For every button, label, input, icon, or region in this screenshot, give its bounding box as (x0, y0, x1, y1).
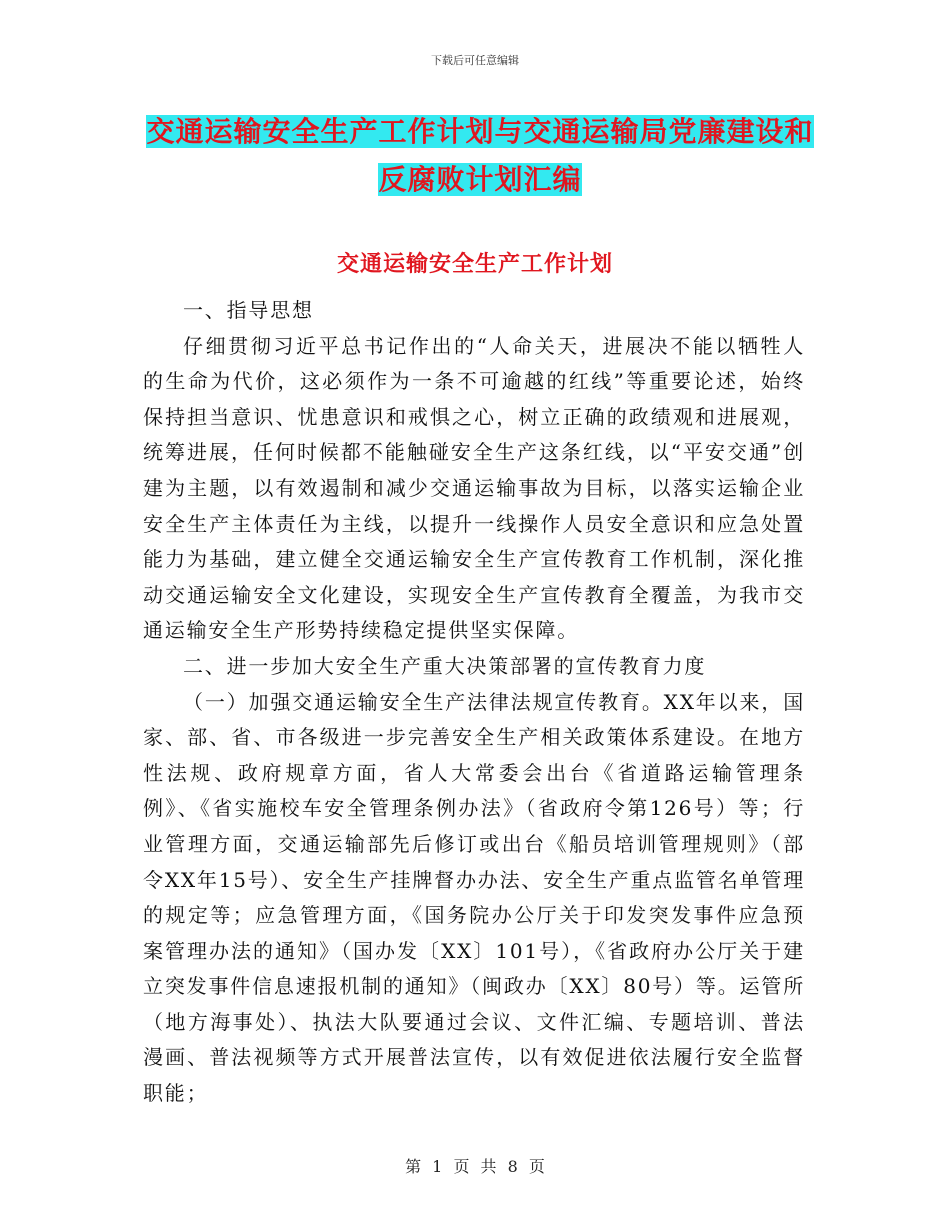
body-paragraph: （一）加强交通运输安全生产法律法规宣传教育。XX年以来，国家、部、省、市各级进一步完善安全生产相关政策体系建设。在地方性法规、政府规章方面，省人大常委会出台《省道路运输管理条例》、《省实施校车安全管理条例办法》（省政府令第126号）等；行业管理方面，交通运输部先后修订或出台《船员培训管理规则》（部令XX年15号）、安全生产挂牌督办办法、安全生产重点监管名单管理的规定等；应急管理方面，《国务院办公厅关于印发突发事件应急预案管理办法的通知》（国办发〔XX〕101号），《省政府办公厅关于建立突发事件信息速报机制的通知》（闽政办〔XX〕80号）等。运管所（地方海事处）、执法大队要通过会议、文件汇编、专题培训、普法漫画、普法视频等方式开展普法宣传，以有效促进依法履行安全监督职能； (143, 689, 805, 1106)
document-body (143, 293, 805, 1112)
body-paragraph: 仔细贯彻习近平总书记作出的“人命关天，进展决不能以牺牲人的生命为代价，这必须作为一条不可逾越的红线”等重要论述，始终保持担当意识、忧患意识和戒惧之心，树立正确的政绩观和进展观，统筹进展，任何时候都不能触碰安全生产这条红线，以“平安交通”创建为主题，以有效遏制和减少交通运输事故为目标，以落实运输企业安全生产主体责任为主线，以提升一线操作人员安全意识和应急处置能力为基础，建立健全交通运输安全生产宣传教育工作机制，深化推动交通运输安全文化建设，实现安全生产宣传教育全覆盖，为我市交通运输安全生产形势持续稳定提供坚实保障。 (143, 333, 805, 643)
document-title (140, 108, 820, 204)
heading-publicity-education: 二、进一步加大安全生产重大决策部署的宣传教育力度 (183, 653, 707, 678)
document-title-line-2: 反腐败计划汇编 (378, 163, 582, 196)
section-title: 交通运输安全生产工作计划 (336, 252, 613, 277)
page-footer: 第 1 页 共 8 页 (405, 1157, 545, 1176)
document-title-line-1: 交通运输安全生产工作计划与交通运输局党廉建设和 (146, 115, 814, 148)
page-header: 下载后可任意编辑 (431, 54, 519, 67)
heading-guiding-ideology: 一、指导思想 (183, 298, 314, 322)
